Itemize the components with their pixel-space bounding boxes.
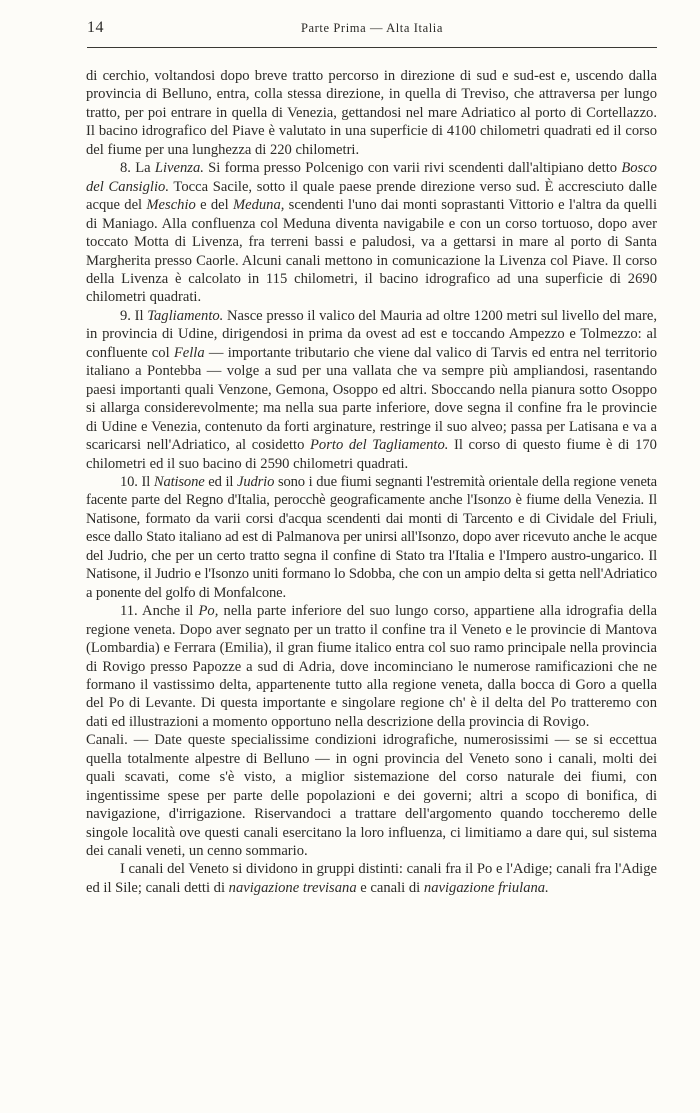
italic-term: navigazione friulana. (423, 879, 549, 896)
italic-term: navigazione trevisana (228, 879, 357, 896)
text-run: nella parte inferiore del suo lungo corso, appartiene alla idrografia della regione veneta. Dopo aver segnato per un tratto il confine tra il Veneto e le provincie di Mantova (Lombardia) e Ferrara (Emilia), il gran fiume italico entra col suo ramo principale nella provincia di Rovigo presso Papozze a sud di Adria, dove incominciano le numerose ramificazioni che ne formano il vastissimo delta, appartenente tutto alla regione veneta, dalla bocca di Goro a quella del Po di Levante. Di questa importante e singolare regione ch' è il delta del Po tratteremo con dati ed illustrazioni a momento opportuno nella descrizione della provincia di Rovigo. (86, 603, 657, 730)
paragraph-tagliamento (86, 307, 657, 473)
text-run: — importante tributario che viene dal valico di Tarvis ed entra nel territorio italiano a Pontebba — volge a sud per una vallata che va sempre più ampliandosi, rasentando paesi importanti quali Venzone, Gemona, Osoppo ed altri. Sboccando nella pianura sotto Osoppo si allarga considerevolmente; ma nella sua parte inferiore, dove segna il confine fra le provincie di Udine e Venezia, contenuto da forti arginature, restringe il suo alveo; passa per Latisana e va a scaricarsi nell'Adriatico, al cosidetto (86, 344, 657, 454)
paragraph-canali (86, 731, 657, 860)
text-run: 10. Il (120, 473, 154, 490)
text-run: 8. La (120, 160, 155, 177)
italic-term: Natisone (153, 473, 205, 490)
text-run: Tocca Sacile, sotto il quale paese prende direzione verso sud. È accresciuto dalle acque del (86, 178, 657, 214)
italic-term: Livenza. (154, 160, 204, 177)
paragraph-canali-groups (86, 860, 657, 897)
header-rule (87, 47, 657, 48)
body-text (86, 67, 657, 897)
text-run: Nasce presso il valico del Mauria ad oltre 1200 metri sul livello del mare, in provincia di Udine, dirigendosi in prima da ovest ad est e toccando Ampezzo e Tolmezzo: al confluente col (86, 307, 657, 361)
italic-term: Tagliamento. (147, 307, 224, 324)
paragraph-natisone-judrio (86, 473, 657, 602)
text-run: ed il (204, 473, 238, 490)
text-run: di cerchio, voltandosi dopo breve tratto percorso in direzione di sud e sud-est e, uscendo dalla provincia di Belluno, entra, colla stessa direzione, in quella di Treviso, che attraversa per lungo tratto, per poi entrare in quella di Venezia, gettandosi nel mare Adriatico al porto di Cortellazzo. Il bacino idrografico del Piave è valutato in una superficie di 4100 chilometri quadrati ed il corso del fiume per una lunghezza di 220 chilometri. (86, 68, 657, 158)
page-number: 14 (87, 19, 104, 36)
text-run: sono i due fiumi segnanti l'estremità orientale della regione veneta facente parte del Regno d'Italia, perocchè geograficamente anche l'Isonzo è fiume della Venezia. Il Natisone, formato da varii corsi d'acqua scendenti dai monti di Tarcento e di Cividale del Friuli, esce dallo Stato italiano ad est di Palmanova per unirsi all'Isonzo, dopo aver ricevuto anche le acque del Judrio, che per un certo tratto segna il confine di Stato tra l'Italia e l'Impero austro-ungarico. Il Natisone, il Judrio e l'Isonzo uniti formano lo Sdobba, che con un ampio delta si getta nell'Adriatico a ponente del golfo di Monfalcone. (86, 473, 657, 601)
italic-term: Meschio (146, 197, 196, 214)
italic-term: Po, (198, 603, 219, 620)
paragraph-po (86, 602, 657, 731)
text-run: I canali del Veneto si dividono in gruppi distinti: canali fra il Po e l'Adige; canali fra l'Adige ed il Sile; canali detti di (86, 861, 657, 896)
italic-term: Meduna, (232, 197, 285, 214)
text-run: 11. Anche il (120, 603, 199, 620)
page-header (87, 19, 657, 41)
text-run: Il corso di questo fiume è di 170 chilometri ed il suo bacino di 2590 chilometri quadrati. (86, 437, 657, 472)
text-run: 9. Il (120, 307, 148, 324)
italic-term: Bosco del Cansiglio. (86, 160, 657, 195)
text-run: e canali di (356, 879, 424, 896)
text-run: e del (195, 197, 233, 214)
italic-term: Judrio (237, 473, 275, 490)
italic-term: Fella (173, 344, 205, 361)
text-run: Canali. — Date queste specialissime condizioni idrografiche, numerosissimi — se si eccettua quella totalmente alpestre di Belluno — in ogni provincia del Veneto sono i canali, molti dei quali scavati, come s'è visto, a miglior sistemazione del corso naturale dei fiumi, con ingentissime spese per parte delle popolazioni e dei governi; altri a scopo di bonifica, di navigazione, d'irrigazione. Riservandoci a trattare dell'argomento quando toccheremo delle singole località ove questi canali esercitano la loro influenza, ci limitiamo a dare qui, sul sistema dei canali veneti, un cenno sommario. (86, 732, 657, 860)
text-run: Si forma presso Polcenigo con varii rivi scendenti dall'altipiano detto (203, 160, 622, 177)
text-run: scendenti l'uno dai monti soprastanti Vittorio e l'altra da quelli di Maniago. Alla confluenza col Meduna diventa navigabile e con un corso tortuoso, dopo aver toccato Motta di Livenza, fra terreni bassi e paludosi, va a gettarsi in mare al porto di Santa Margherita presso Caorle. Alcuni canali mettono in comunicazione la Livenza col Piave. Il corso della Livenza è calcolato in 115 chilometri, il bacino idrografico ad una superficie di 2690 chilometri quadrati. (86, 197, 657, 306)
running-title: Parte Prima — Alta Italia (300, 21, 444, 35)
paragraph-piave-continuation (86, 67, 657, 159)
italic-term: Porto del Tagliamento. (310, 437, 449, 454)
paragraph-livenza (86, 159, 657, 307)
